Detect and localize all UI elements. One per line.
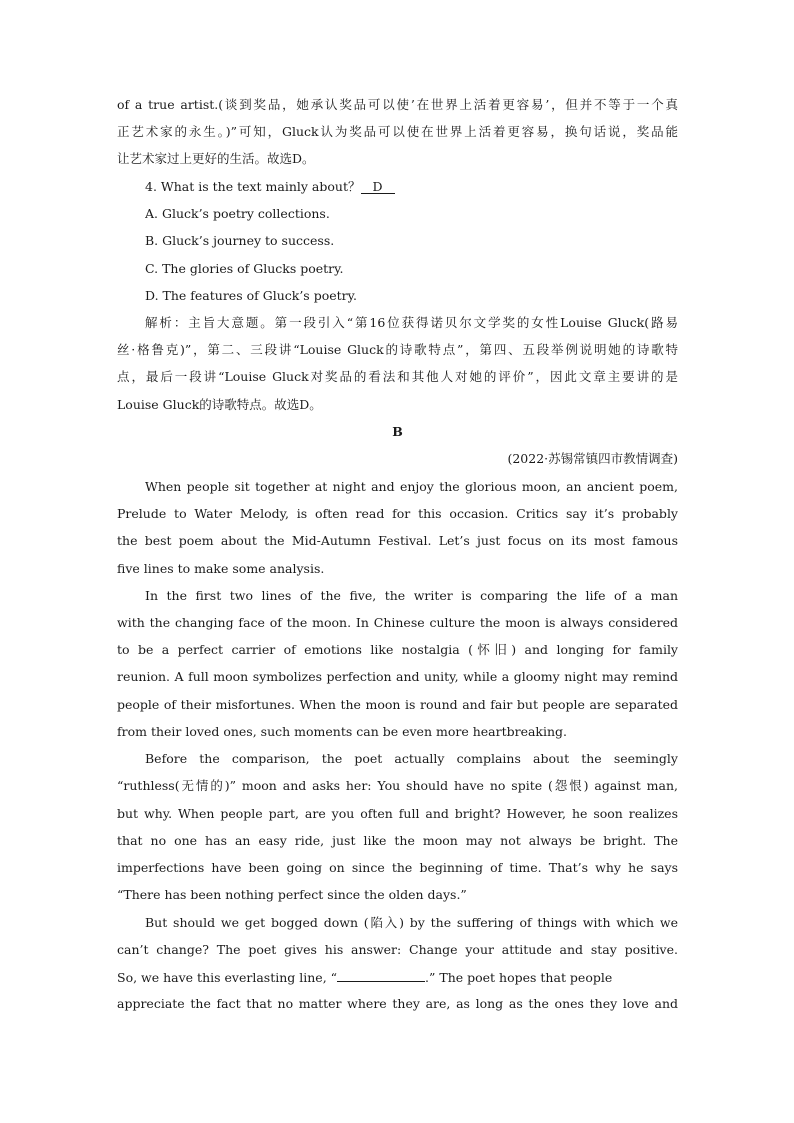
option-c: C. The glories of Glucks poetry. bbox=[145, 261, 344, 276]
passage-line: but why. When people part, are you often full and bright? However, he soon realizes bbox=[117, 806, 678, 821]
passage-line: the best poem about the Mid-Autumn Festival. Let’s just focus on its most famous bbox=[117, 533, 678, 548]
passage-line: imperfections have been going on since the beginning of time. That’s why he says bbox=[117, 860, 678, 875]
option-a: A. Gluck’s poetry collections. bbox=[145, 206, 330, 221]
answer-blank: D bbox=[361, 180, 395, 194]
passage-line: Before the comparison, the poet actually complains about the seemingly bbox=[145, 751, 678, 766]
passage-line: In the first two lines of the five, the writer is comparing the life of a man bbox=[145, 588, 678, 603]
passage-line: from their loved ones, such moments can be even more heartbreaking. bbox=[117, 724, 568, 739]
option-d: D. The features of Gluck’s poetry. bbox=[145, 288, 357, 303]
passage-line: Prelude to Water Melody, is often read for this occasion. Critics say it’s probably bbox=[117, 506, 678, 521]
question-text: 4. What is the text mainly about？ bbox=[145, 179, 361, 194]
passage-text: So, we have this everlasting line, “ bbox=[117, 970, 338, 985]
explanation-line: 正艺术家的永生。)”可知，Gluck认为奖品可以使在世界上活着更容易，换句话说，奖品能 bbox=[117, 124, 678, 139]
passage-line: reunion. A full moon symbolizes perfection and unity, while a gloomy night may remind bbox=[117, 669, 678, 684]
option-b: B. Gluck’s journey to success. bbox=[145, 233, 335, 248]
passage-text: .” The poet hopes that people bbox=[425, 970, 613, 985]
passage-line: “ruthless(无情的)” moon and asks her: You should have no spite (怨恨) against man, bbox=[117, 778, 678, 793]
passage-line: people of their misfortunes. When the moon is round and fair but people are separated bbox=[117, 697, 678, 712]
passage-line-with-blank bbox=[117, 969, 678, 986]
passage-line: But should we get bogged down (陷入) by the suffering of things with which we bbox=[145, 915, 678, 930]
explanation-line: 丝·格鲁克)”，第二、三段讲“Louise Gluck的诗歌特点”，第四、五段举例说明她的诗歌特 bbox=[117, 342, 678, 357]
explanation-line: Louise Gluck的诗歌特点。故选D。 bbox=[117, 397, 322, 412]
fill-in-blank bbox=[337, 969, 425, 982]
section-source: (2022·苏锡常镇四市教情调查) bbox=[507, 451, 678, 466]
passage-line: appreciate the fact that no matter where they are, as long as the ones they love and bbox=[117, 996, 678, 1011]
passage-line: When people sit together at night and enjoy the glorious moon, an ancient poem, bbox=[145, 479, 678, 494]
passage-line: can’t change? The poet gives his answer: Change your attitude and stay positive. bbox=[117, 942, 678, 957]
passage-line: “There has been nothing perfect since the olden days.” bbox=[117, 887, 467, 902]
explanation-line: 让艺术家过上更好的生活。故选D。 bbox=[117, 151, 315, 166]
passage-line: to be a perfect carrier of emotions like nostalgia (怀旧) and longing for family bbox=[117, 642, 678, 657]
passage-line: with the changing face of the moon. In Chinese culture the moon is always considered bbox=[117, 615, 678, 630]
passage-line: five lines to make some analysis. bbox=[117, 561, 325, 576]
passage-line: that no one has an easy ride, just like the moon may not always be bright. The bbox=[117, 833, 678, 848]
section-label: B bbox=[392, 424, 403, 439]
explanation-line: of a true artist.(谈到奖品，她承认奖品可以使’在世界上活着更容易’，但并不等于一个真 bbox=[117, 97, 678, 112]
explanation-line: 解析：主旨大意题。第一段引入“第16位获得诺贝尔文学奖的女性Louise Gluck(路易 bbox=[145, 315, 678, 330]
question-stem bbox=[145, 179, 678, 195]
explanation-line: 点，最后一段讲“Louise Gluck对奖品的看法和其他人对她的评价”，因此文章主要讲的是 bbox=[117, 369, 678, 384]
